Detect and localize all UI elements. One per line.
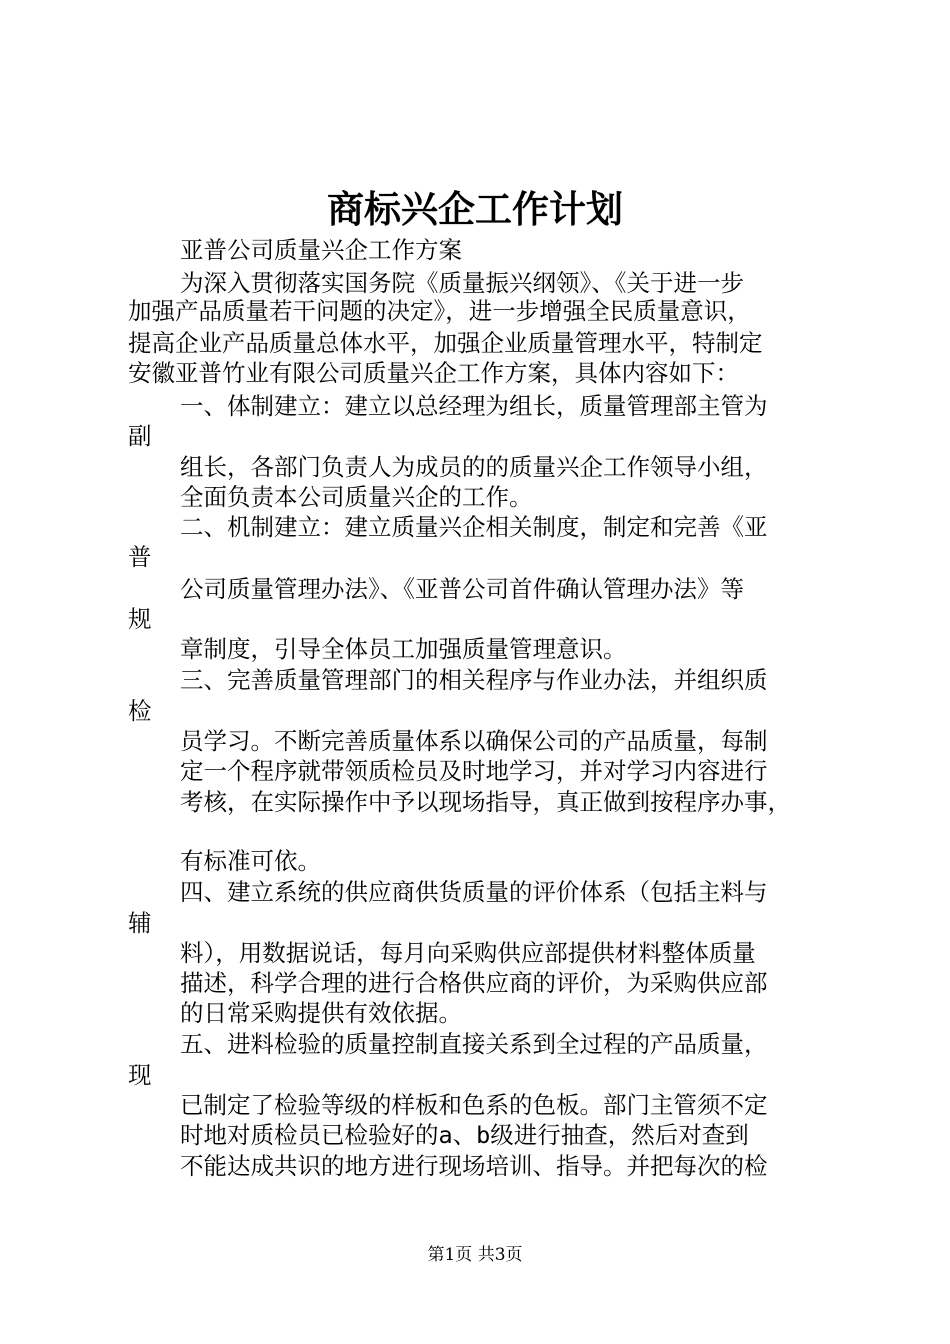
body-line: 考核，在实际操作中予以现场指导，真正做到按程序办事， (180, 788, 791, 816)
body-line: 公司质量管理办法》、《亚普公司首件确认管理办法》等 (180, 575, 744, 603)
page-number: 第1页 共3页 (427, 1245, 523, 1265)
body-line: 四、建立系统的供应商供货质量的评价体系（包括主料与 (180, 878, 768, 906)
body-line: 普 (128, 543, 152, 571)
body-line: 为深入贯彻落实国务院《质量振兴纲领》、《关于进一步 (180, 269, 744, 297)
body-line: 定一个程序就带领质检员及时地学习，并对学习内容进行 (180, 757, 768, 785)
body-line: 全面负责本公司质量兴企的工作。 (180, 483, 533, 511)
body-line: 的日常采购提供有效依据。 (180, 999, 462, 1027)
body-line: 有标准可依。 (180, 847, 321, 875)
body-line: 辅 (128, 909, 152, 937)
body-line: 时地对质检员已检验好的a、b级进行抽查，然后对查到 (180, 1121, 749, 1149)
body-line: 已制定了检验等级的样板和色系的色板。部门主管须不定 (180, 1091, 768, 1119)
body-line: 亚普公司质量兴企工作方案 (180, 236, 462, 264)
body-line: 安徽亚普竹业有限公司质量兴企工作方案，具体内容如下： (128, 359, 739, 387)
body-line: 组长，各部门负责人为成员的的质量兴企工作领导小组， (180, 453, 768, 481)
body-line: 检 (128, 697, 152, 725)
body-line: 料），用数据说话，每月向采购供应部提供材料整体质量 (180, 939, 756, 967)
body-line: 描述，科学合理的进行合格供应商的评价，为采购供应部 (180, 969, 768, 997)
body-line: 不能达成共识的地方进行现场培训、指导。并把每次的检 (180, 1152, 768, 1180)
body-line: 提高企业产品质量总体水平，加强企业质量管理水平，特制定 (128, 329, 763, 357)
body-line: 副 (128, 422, 152, 450)
body-line: 二、机制建立：建立质量兴企相关制度，制定和完善《亚 (180, 513, 768, 541)
body-line: 五、进料检验的质量控制直接关系到全过程的产品质量， (180, 1030, 768, 1058)
body-line: 一、体制建立：建立以总经理为组长，质量管理部主管为 (180, 392, 768, 420)
document-title: 商标兴企工作计划 (327, 187, 623, 231)
body-line: 规 (128, 605, 152, 633)
body-line: 加强产品质量若干问题的决定》，进一步增强全民质量意识， (128, 297, 751, 325)
body-line: 三、完善质量管理部门的相关程序与作业办法，并组织质 (180, 666, 768, 694)
body-line: 现 (128, 1061, 152, 1089)
body-line: 章制度，引导全体员工加强质量管理意识。 (180, 635, 627, 663)
body-line: 员学习。不断完善质量体系以确保公司的产品质量，每制 (180, 727, 768, 755)
